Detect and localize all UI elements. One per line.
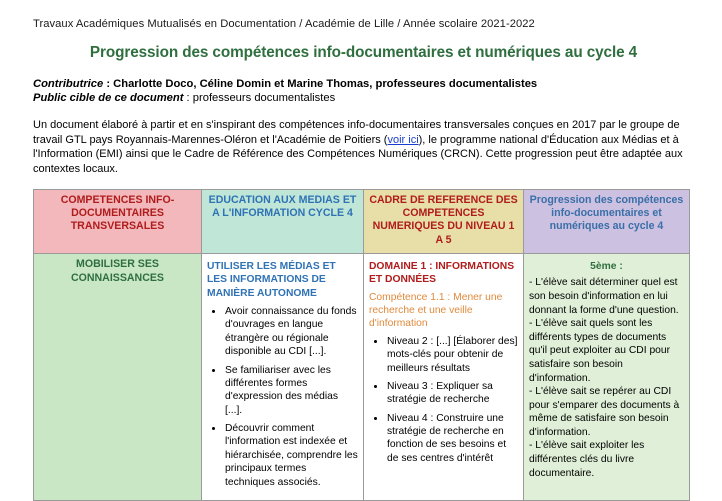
cell-emi [202, 253, 364, 500]
public-cible-value: : professeurs documentalistes [183, 92, 336, 104]
column-header-crcn: CADRE DE REFERENCE DES COMPETENCES NUMERIQUES DU NIVEAU 1 A 5 [364, 189, 524, 253]
list-item: • Niveau 4 : Construire une stratégie de recherche en fonction de ses besoins et de ses centres d'intérêt [386, 412, 518, 466]
cell-progression [524, 253, 690, 500]
intro-part-1: Un document élaboré à partir et en s'inspirant des compétences info-documentaires transversales conçues en 2017 par le groupe de travail GTL pays Royannais-Marennes-Oléron et l'Académie de Poitiers ( [33, 119, 680, 146]
contributrice-value: : Charlotte Doco, Céline Domin et Marine Thomas, professeures documentalistes [103, 78, 538, 90]
crcn-bullet-list [369, 335, 518, 465]
page-title: Progression des compétences info-documentaires et numériques au cycle 4 [89, 44, 638, 61]
public-cible-label: Public cible de ce document [33, 92, 184, 104]
list-item: • Avoir connaissance du fonds d'ouvrages en langue étrangère ou régionale disponible au CDI [...]. [224, 305, 358, 359]
emi-bullet-list [207, 305, 358, 489]
crcn-domain: DOMAINE 1 : INFORMATIONS ET DONNÉES [369, 260, 515, 286]
crcn-competence: Compétence 1.1 : Mener une recherche et une veille d'information [369, 291, 503, 330]
table-row [34, 253, 690, 500]
column-header-progression: Progression des compétences info-documentaires et numériques au cycle 4 [524, 189, 690, 253]
breadcrumb: Travaux Académiques Mutualisés en Documentation / Académie de Lille / Année scolaire 2021-2022 [33, 18, 535, 30]
progression-table [33, 189, 690, 501]
emi-lead: UTILISER LES MÉDIAS ET LES INFORMATIONS DE MANIÈRE AUTONOME [207, 260, 336, 299]
column-header-emi: EDUCATION AUX MEDIAS ET A L'INFORMATION CYCLE 4 [202, 189, 364, 253]
list-item: • Niveau 2 : [...] [Élaborer des] mots-clés pour obtenir de meilleurs résultats [386, 335, 518, 375]
contributrice-line [33, 78, 694, 90]
intro-paragraph [33, 118, 694, 177]
list-item: • Niveau 3 : Expliquer sa stratégie de recherche [386, 380, 518, 407]
progression-item: - L'élève sait se repérer au CDI pour s'emparer des documents à même de satisfaire son besoin d'information. [529, 386, 680, 438]
progression-item: - L'élève sait exploiter les différentes clés du livre documentaire. [529, 440, 645, 479]
list-item: • Découvrir comment l'information est indexée et hiérarchisée, comprendre les principaux termes techniques associés. [224, 422, 358, 489]
cell-competence: MOBILISER SES CONNAISSANCES [34, 253, 202, 500]
list-item: • Se familiariser avec les différentes formes d'expression des médias [...]. [224, 364, 358, 418]
contributrice-label: Contributrice [33, 78, 104, 90]
progression-level: 5ème : [590, 260, 623, 272]
progression-item: - L'élève sait quels sont les différents types de documents qu'il peut exploiter au CDI pour satisfaire son besoin d'information. [529, 318, 671, 384]
column-header-competences: COMPETENCES INFO-DOCUMENTAIRES TRANSVERSALES [34, 189, 202, 253]
voir-ici-link[interactable]: voir ici [387, 133, 419, 146]
progression-item: - L'élève sait déterminer quel est son besoin d'information en lui donnant la forme d'une question. [529, 277, 679, 316]
public-cible-line [33, 92, 694, 104]
table-header-row [34, 189, 690, 253]
cell-crcn [364, 253, 524, 500]
intro-part-2: ), le programme national d'Éducation aux Médias et à l'Information (EMI) ainsi que le Cadre de Référence des Compétences Numériques (CRCN). Cette progression peut être adaptée aux contextes locaux. [33, 133, 683, 176]
